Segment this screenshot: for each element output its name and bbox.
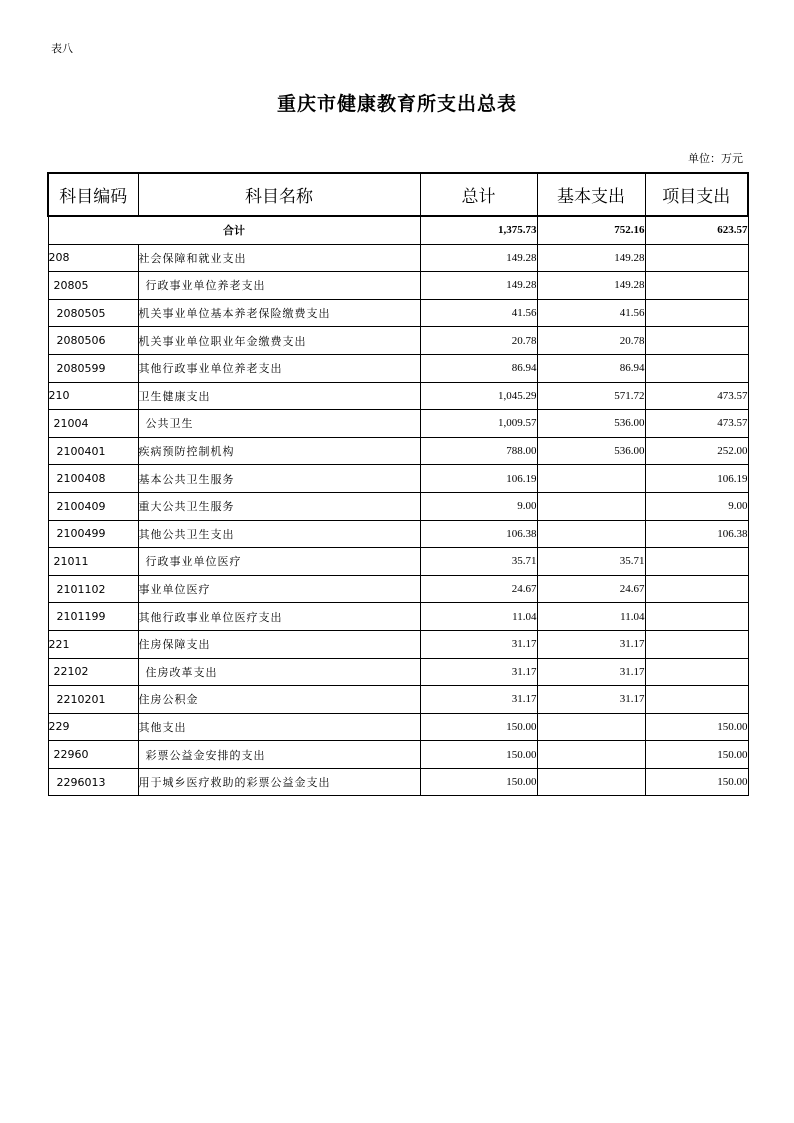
page-title: 重庆市健康教育所支出总表 [276,93,517,115]
row-basic: 41.56 [537,299,645,327]
row-code: 2100409 [48,492,138,520]
row-code: 2296013 [48,768,138,796]
row-code: 229 [48,713,138,741]
row-code: 21011 [48,548,138,576]
table-row [48,575,748,603]
header-row [48,173,748,216]
table-row [48,299,748,327]
row-project [645,244,748,272]
row-project: 106.38 [645,520,748,548]
row-total: 9.00 [420,492,537,520]
row-code: 208 [48,244,138,272]
row-project: 150.00 [645,741,748,769]
row-name: 住房改革支出 [138,658,420,686]
row-project [645,327,748,355]
row-total: 149.28 [420,244,537,272]
row-project [645,603,748,631]
header-name: 科目名称 [138,173,420,216]
row-total: 20.78 [420,327,537,355]
row-name: 事业单位医疗 [138,575,420,603]
table-number-label: 表八 [51,42,73,55]
table-row [48,410,748,438]
row-name: 疾病预防控制机构 [138,437,420,465]
row-project [645,658,748,686]
row-basic: 35.71 [537,548,645,576]
row-total: 35.71 [420,548,537,576]
row-total: 31.17 [420,630,537,658]
row-name: 彩票公益金安排的支出 [138,741,420,769]
total-row [48,216,748,244]
row-project [645,354,748,382]
row-name: 其他公共卫生支出 [138,520,420,548]
row-total: 150.00 [420,713,537,741]
row-basic: 536.00 [537,410,645,438]
table-row [48,272,748,300]
total-basic: 752.16 [537,216,645,244]
row-basic [537,492,645,520]
row-project [645,272,748,300]
expenditure-table [47,172,749,796]
row-total: 1,045.29 [420,382,537,410]
row-code: 210 [48,382,138,410]
row-project: 150.00 [645,768,748,796]
row-basic: 149.28 [537,244,645,272]
total-label: 合计 [48,216,420,244]
row-total: 106.19 [420,465,537,493]
table-row [48,741,748,769]
row-code: 22960 [48,741,138,769]
table-row [48,658,748,686]
table-row [48,492,748,520]
row-total: 86.94 [420,354,537,382]
row-name: 机关事业单位基本养老保险缴费支出 [138,299,420,327]
table-row [48,465,748,493]
row-code: 2100408 [48,465,138,493]
row-basic [537,465,645,493]
table-row [48,548,748,576]
row-total: 1,009.57 [420,410,537,438]
row-code: 22102 [48,658,138,686]
row-code: 20805 [48,272,138,300]
row-total: 150.00 [420,768,537,796]
row-basic: 571.72 [537,382,645,410]
table-row [48,713,748,741]
header-project: 项目支出 [645,173,748,216]
row-basic [537,768,645,796]
row-project: 473.57 [645,382,748,410]
table-row [48,686,748,714]
table-row [48,327,748,355]
row-basic: 31.17 [537,630,645,658]
row-basic: 536.00 [537,437,645,465]
row-code: 2080599 [48,354,138,382]
row-project [645,630,748,658]
row-code: 2100401 [48,437,138,465]
row-name: 行政事业单位养老支出 [138,272,420,300]
row-basic: 31.17 [537,686,645,714]
row-basic [537,520,645,548]
row-project: 150.00 [645,713,748,741]
table-row [48,603,748,631]
row-basic: 149.28 [537,272,645,300]
row-total: 24.67 [420,575,537,603]
row-code: 2210201 [48,686,138,714]
row-name: 卫生健康支出 [138,382,420,410]
row-total: 149.28 [420,272,537,300]
table-row [48,382,748,410]
row-project [645,548,748,576]
row-project [645,575,748,603]
table-row [48,520,748,548]
total-project: 623.57 [645,216,748,244]
table-row [48,354,748,382]
row-name: 用于城乡医疗救助的彩票公益金支出 [138,768,420,796]
row-name: 其他支出 [138,713,420,741]
header-total: 总计 [420,173,537,216]
row-basic [537,741,645,769]
row-total: 11.04 [420,603,537,631]
table-row [48,630,748,658]
row-basic [537,713,645,741]
row-name: 公共卫生 [138,410,420,438]
row-total: 106.38 [420,520,537,548]
row-name: 重大公共卫生服务 [138,492,420,520]
row-name: 基本公共卫生服务 [138,465,420,493]
table-row [48,244,748,272]
row-total: 41.56 [420,299,537,327]
row-name: 住房保障支出 [138,630,420,658]
header-basic: 基本支出 [537,173,645,216]
row-total: 31.17 [420,658,537,686]
row-project: 9.00 [645,492,748,520]
header-code: 科目编码 [48,173,138,216]
row-name: 社会保障和就业支出 [138,244,420,272]
row-code: 221 [48,630,138,658]
row-project: 106.19 [645,465,748,493]
row-name: 其他行政事业单位医疗支出 [138,603,420,631]
row-code: 2101102 [48,575,138,603]
row-name: 住房公积金 [138,686,420,714]
row-project: 473.57 [645,410,748,438]
row-project: 252.00 [645,437,748,465]
row-basic: 24.67 [537,575,645,603]
row-basic: 86.94 [537,354,645,382]
row-basic: 11.04 [537,603,645,631]
row-code: 2080505 [48,299,138,327]
row-project [645,299,748,327]
row-basic: 31.17 [537,658,645,686]
row-project [645,686,748,714]
row-code: 2100499 [48,520,138,548]
row-total: 31.17 [420,686,537,714]
table-row [48,768,748,796]
row-name: 其他行政事业单位养老支出 [138,354,420,382]
row-name: 行政事业单位医疗 [138,548,420,576]
row-code: 21004 [48,410,138,438]
table-row [48,437,748,465]
row-code: 2080506 [48,327,138,355]
row-name: 机关事业单位职业年金缴费支出 [138,327,420,355]
row-total: 150.00 [420,741,537,769]
row-basic: 20.78 [537,327,645,355]
unit-label: 单位：万元 [688,152,743,165]
row-total: 788.00 [420,437,537,465]
row-code: 2101199 [48,603,138,631]
total-total: 1,375.73 [420,216,537,244]
